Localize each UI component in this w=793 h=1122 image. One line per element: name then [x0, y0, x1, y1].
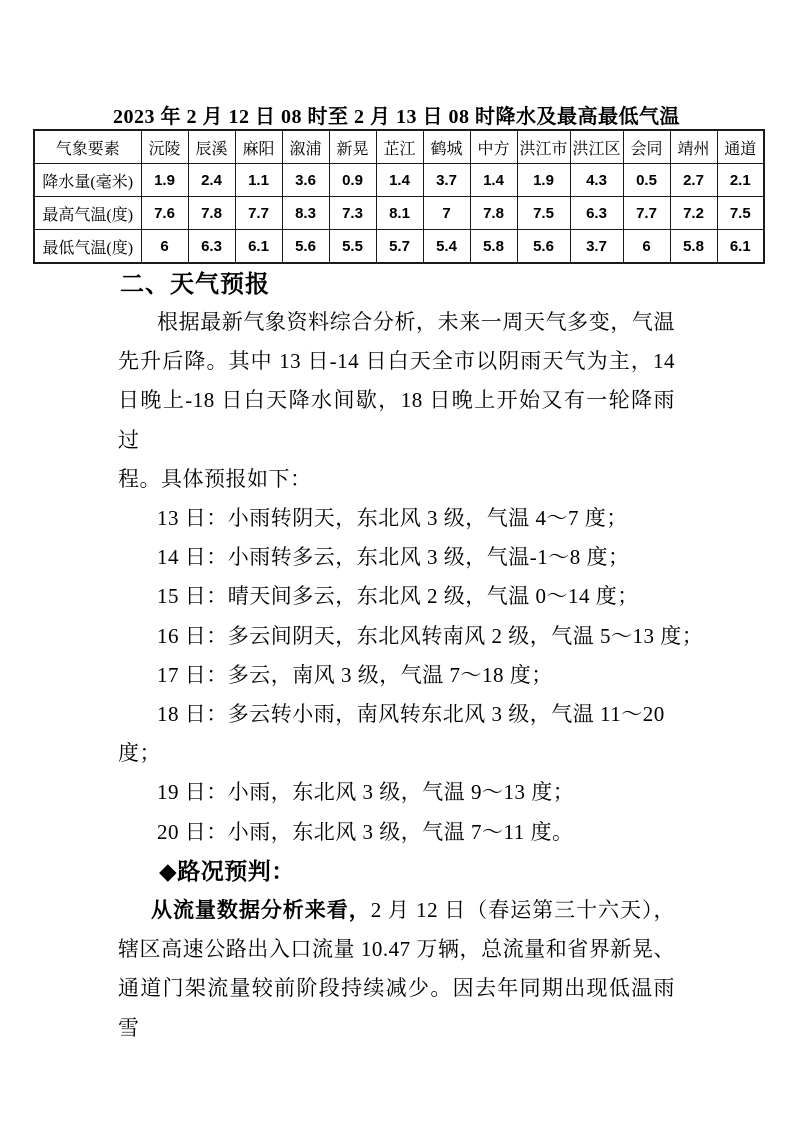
table-row [34, 164, 764, 197]
forecast-intro-line: 根据最新气象资料综合分析，未来一周天气多变，气温 [157, 310, 675, 334]
table-cell: 7.7 [235, 197, 282, 230]
table-cell: 3.6 [282, 164, 329, 197]
row-label-cell: 降水量(毫米) [34, 164, 141, 197]
table-header-cell: 洪江市 [517, 130, 570, 164]
table-cell: 6 [623, 230, 670, 264]
row-label-cell: 最高气温(度) [34, 197, 141, 230]
table-header-cell: 中方 [470, 130, 517, 164]
daily-forecast-line: 18 日：多云转小雨，南风转东北风 3 级，气温 11～20 [157, 702, 665, 727]
table-cell: 5.5 [329, 230, 376, 264]
table-header-cell: 靖州 [670, 130, 717, 164]
table-cell: 6.1 [717, 230, 764, 264]
table-header-cell: 溆浦 [282, 130, 329, 164]
body-text [118, 303, 704, 1048]
table-cell: 1.9 [141, 164, 188, 197]
road-paragraph-line: 通道门架流量较前阶段持续减少。因去年同期出现低温雨雪 [118, 976, 675, 1040]
road-paragraph-text: 2 月 12 日（春运第三十六天）， [370, 898, 675, 923]
table-header-cell: 鹤城 [423, 130, 470, 164]
table-body [34, 164, 764, 264]
table-cell: 1.1 [235, 164, 282, 197]
daily-forecast-line: 20 日：小雨，东北风 3 级，气温 7～11 度。 [157, 819, 574, 844]
table-cell: 3.7 [570, 230, 623, 264]
daily-forecast-line: 度； [118, 741, 161, 766]
table-cell: 8.3 [282, 197, 329, 230]
daily-forecast-line: 13 日：小雨转阴天，东北风 3 级，气温 4～7 度； [157, 506, 628, 531]
table-cell: 7.3 [329, 197, 376, 230]
table-header-cell: 气象要素 [34, 130, 141, 164]
forecast-intro-line: 程。具体预报如下： [118, 466, 312, 491]
forecast-intro-line: 日晚上-18 日白天降水间歇，18 日晚上开始又有一轮降雨过 [118, 388, 675, 452]
row-label-cell: 最低气温(度) [34, 230, 141, 264]
table-cell: 7.5 [717, 197, 764, 230]
forecast-intro-line: 先升后降。其中 13 日-14 日白天全市以阴雨天气为主，14 [118, 349, 675, 374]
table-cell: 3.7 [423, 164, 470, 197]
table-cell: 5.7 [376, 230, 423, 264]
table-cell: 7.7 [623, 197, 670, 230]
table-header-cell: 沅陵 [141, 130, 188, 164]
table-cell: 1.9 [517, 164, 570, 197]
table-row [34, 197, 764, 230]
table-cell: 7.8 [188, 197, 235, 230]
table-cell: 0.9 [329, 164, 376, 197]
table-cell: 7.6 [141, 197, 188, 230]
table-cell: 5.6 [282, 230, 329, 264]
weather-table [33, 129, 765, 264]
road-paragraph-line: 辖区高速公路出入口流量 10.47 万辆，总流量和省界新晃、 [118, 937, 675, 962]
table-cell: 0.5 [623, 164, 670, 197]
table-cell: 7 [423, 197, 470, 230]
table-header-cell: 通道 [717, 130, 764, 164]
table-cell: 4.3 [570, 164, 623, 197]
table-cell: 5.6 [517, 230, 570, 264]
table-cell: 1.4 [376, 164, 423, 197]
table-head [34, 130, 764, 164]
table-cell: 5.8 [470, 230, 517, 264]
table-cell: 1.4 [470, 164, 517, 197]
table-header-cell: 会同 [623, 130, 670, 164]
table-cell: 2.7 [670, 164, 717, 197]
table-header-row [34, 130, 764, 164]
table-header-cell: 芷江 [376, 130, 423, 164]
table-cell: 7.5 [517, 197, 570, 230]
daily-forecast-line: 14 日：小雨转多云，东北风 3 级，气温-1～8 度； [157, 545, 630, 570]
daily-forecast-line: 15 日：晴天间多云，东北风 2 级，气温 0～14 度； [157, 584, 639, 609]
road-paragraph-line [118, 891, 675, 930]
table-cell: 7.2 [670, 197, 717, 230]
table-cell: 5.8 [670, 230, 717, 264]
table-cell: 6.3 [188, 230, 235, 264]
table-cell: 7.8 [470, 197, 517, 230]
table-header-cell: 洪江区 [570, 130, 623, 164]
table-header-cell: 辰溪 [188, 130, 235, 164]
table-cell: 8.1 [376, 197, 423, 230]
table-row [34, 230, 764, 264]
table-header-cell: 麻阳 [235, 130, 282, 164]
table-cell: 6 [141, 230, 188, 264]
daily-forecast-line: 19 日：小雨，东北风 3 级，气温 9～13 度； [157, 780, 575, 805]
table-cell: 2.1 [717, 164, 764, 197]
road-section-heading: ◆路况预判： [159, 857, 295, 884]
section-heading: 二、天气预报 [120, 271, 270, 298]
table-cell: 5.4 [423, 230, 470, 264]
road-paragraph-lead: 从流量数据分析来看， [151, 899, 371, 923]
table-cell: 2.4 [188, 164, 235, 197]
daily-forecast-line: 16 日：多云间阴天，东北风转南风 2 级，气温 5～13 度； [157, 623, 704, 648]
table-cell: 6.3 [570, 197, 623, 230]
table-header-cell: 新晃 [329, 130, 376, 164]
table-cell: 6.1 [235, 230, 282, 264]
document-title: 2023 年 2 月 12 日 08 时至 2 月 13 日 08 时降水及最高最低气温 [113, 106, 680, 128]
daily-forecast-line: 17 日：多云，南风 3 级，气温 7～18 度； [157, 662, 553, 687]
